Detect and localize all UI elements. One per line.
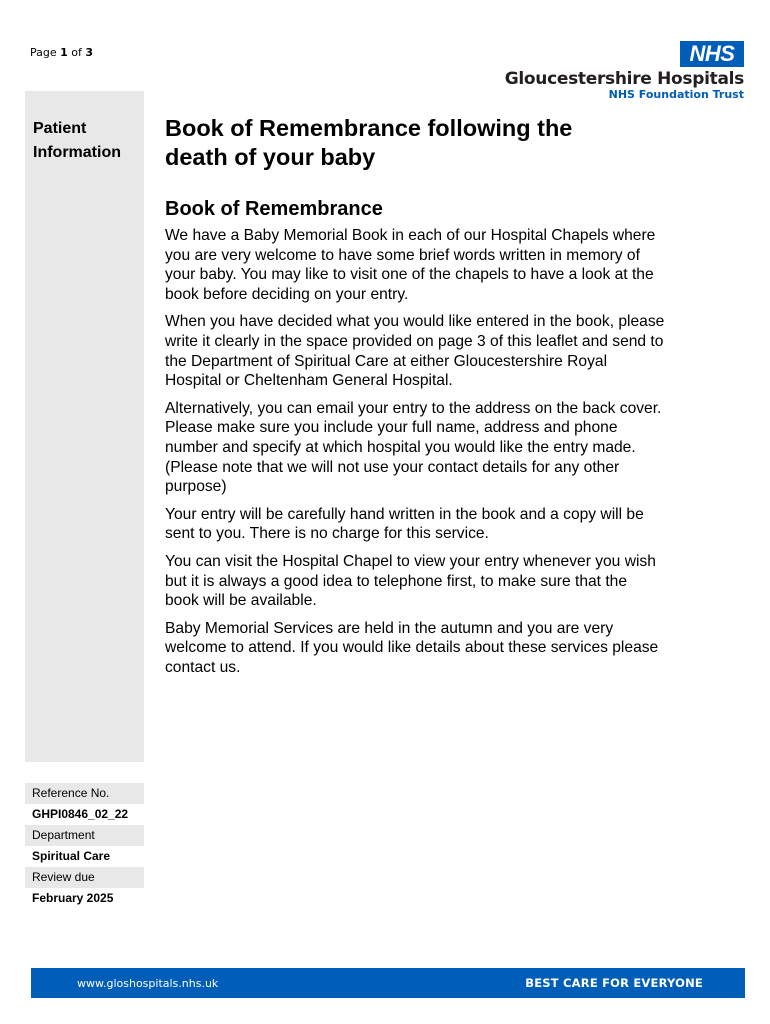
page-title [165,114,665,172]
page-prefix: Page [30,46,57,59]
reference-table [25,783,144,909]
org-name: Gloucestershire Hospitals [504,69,744,89]
section-heading: Book of Remembrance [165,198,383,220]
department-value: Spiritual Care [32,849,111,863]
footer-slogan: BEST CARE FOR EVERYONE [525,976,703,990]
org-subtitle: NHS Foundation Trust [608,88,744,101]
page-separator: of [71,46,82,59]
footer-url: www.gloshospitals.nhs.uk [77,977,219,990]
department-label: Department [25,825,144,846]
review-value: February 2025 [32,891,114,905]
sidebar-label-line1: Patient [33,120,87,137]
paragraph: When you have decided what you would like entered in the book, please write it clearly in the space provided on page 3 of this leaflet and send to the Department of Spiritual Care at either Gloucestershire Royal Hospital or Cheltenham General Hospital. [165,313,665,390]
sidebar-label-line2: Information [33,144,121,161]
footer-bar [31,968,745,998]
paragraph: Your entry will be carefully hand written in the book and a copy will be sent to you. There is no charge for this service. [165,505,644,543]
page-indicator [30,46,93,59]
paragraph: You can visit the Hospital Chapel to view your entry whenever you wish but it is always a good idea to telephone first, to make sure that the book will be available. [165,552,656,610]
paragraph: Baby Memorial Services are held in the autumn and you are very welcome to attend. If you would like details about these services please contact us. [165,619,659,676]
sidebar-label [33,117,143,165]
reference-value: GHPI0846_02_22 [32,807,129,821]
main-content [165,114,665,677]
nhs-logo: NHS [680,41,744,67]
page-current: 1 [60,46,68,59]
reference-label: Reference No. [25,783,144,804]
title-line1: Book of Remembrance following the [165,115,573,141]
review-label: Review due [25,867,144,888]
page-total: 3 [85,46,94,59]
paragraph: Alternatively, you can email your entry to the address on the back cover. Please make sure you include your full name, address and phone number and specify at which hospital you would like the entry made. (Please note that we will not use your contact details for any other purpose) [165,399,662,496]
sidebar-panel [25,91,144,762]
paragraph: We have a Baby Memorial Book in each of our Hospital Chapels where you are very welcome to have some brief words written in memory of your baby. You may like to visit one of the chapels to have a look at the book before deciding on your entry. [165,227,656,303]
title-line2: death of your baby [165,144,376,170]
